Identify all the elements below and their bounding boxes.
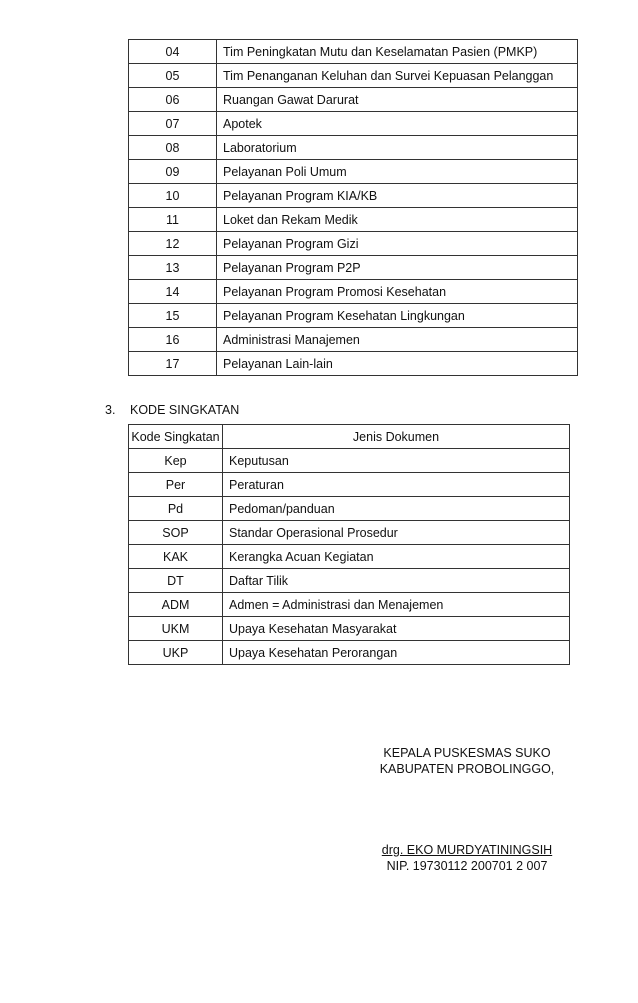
cell-doc: Upaya Kesehatan Perorangan (223, 641, 570, 665)
table-row (129, 40, 578, 64)
cell-name: Pelayanan Program KIA/KB (217, 184, 578, 208)
table-row (129, 64, 578, 88)
cell-code: Per (129, 473, 223, 497)
cell-doc: Kerangka Acuan Kegiatan (223, 545, 570, 569)
table-row (129, 497, 570, 521)
table-row (129, 232, 578, 256)
signatory-nip: NIP. 19730112 200701 2 007 (386, 859, 548, 873)
cell-doc: Keputusan (223, 449, 570, 473)
cell-doc: Standar Operasional Prosedur (223, 521, 570, 545)
cell-code: 11 (129, 208, 217, 232)
cell-code: 09 (129, 160, 217, 184)
cell-code: 05 (129, 64, 217, 88)
table-row (129, 352, 578, 376)
table-header-row (129, 425, 570, 449)
cell-doc: Daftar Tilik (223, 569, 570, 593)
table-row (129, 160, 578, 184)
table-row (129, 449, 570, 473)
signature-title-line-1: KEPALA PUSKESMAS SUKO (383, 746, 551, 760)
table-row (129, 208, 578, 232)
section-title: KODE SINGKATAN (130, 403, 240, 417)
cell-name: Pelayanan Program Kesehatan Lingkungan (217, 304, 578, 328)
cell-doc: Pedoman/panduan (223, 497, 570, 521)
cell-name: Pelayanan Program Gizi (217, 232, 578, 256)
cell-code: 08 (129, 136, 217, 160)
header-jenis-dokumen: Jenis Dokumen (223, 425, 570, 449)
abbreviation-code-table (128, 424, 570, 665)
cell-name: Pelayanan Program Promosi Kesehatan (217, 280, 578, 304)
table-row (129, 112, 578, 136)
table-row (129, 136, 578, 160)
cell-code: 14 (129, 280, 217, 304)
cell-code: 10 (129, 184, 217, 208)
table-row (129, 328, 578, 352)
table-row (129, 304, 578, 328)
table-row (129, 545, 570, 569)
cell-name: Laboratorium (217, 136, 578, 160)
table-row (129, 184, 578, 208)
cell-code: Pd (129, 497, 223, 521)
signatory-block (372, 842, 562, 874)
cell-code: 16 (129, 328, 217, 352)
cell-doc: Peraturan (223, 473, 570, 497)
cell-name: Tim Peningkatan Mutu dan Keselamatan Pasien (PMKP) (217, 40, 578, 64)
table-row (129, 280, 578, 304)
unit-code-table (128, 39, 578, 376)
cell-code: DT (129, 569, 223, 593)
cell-name: Administrasi Manajemen (217, 328, 578, 352)
section-number: 3. (105, 403, 116, 417)
abbreviation-code-table-body (129, 425, 570, 665)
table-row (129, 88, 578, 112)
cell-name: Apotek (217, 112, 578, 136)
cell-code: 17 (129, 352, 217, 376)
cell-code: UKM (129, 617, 223, 641)
cell-code: ADM (129, 593, 223, 617)
signatory-name: drg. EKO MURDYATININGSIH (381, 843, 553, 857)
cell-name: Loket dan Rekam Medik (217, 208, 578, 232)
cell-name: Tim Penanganan Keluhan dan Survei Kepuasan Pelanggan (217, 64, 578, 88)
cell-code: KAK (129, 545, 223, 569)
header-kode-singkatan: Kode Singkatan (129, 425, 223, 449)
cell-name: Pelayanan Lain-lain (217, 352, 578, 376)
signature-title-line-2: KABUPATEN PROBOLINGGO, (379, 762, 555, 776)
cell-name: Pelayanan Poli Umum (217, 160, 578, 184)
table-row (129, 617, 570, 641)
unit-code-table-body (129, 40, 578, 376)
cell-code: 12 (129, 232, 217, 256)
cell-doc: Upaya Kesehatan Masyarakat (223, 617, 570, 641)
cell-doc: Admen = Administrasi dan Menajemen (223, 593, 570, 617)
cell-code: SOP (129, 521, 223, 545)
section-3-heading (105, 403, 239, 417)
signature-title-block (372, 745, 562, 777)
cell-code: 06 (129, 88, 217, 112)
cell-code: Kep (129, 449, 223, 473)
cell-code: 15 (129, 304, 217, 328)
cell-code: 04 (129, 40, 217, 64)
cell-name: Ruangan Gawat Darurat (217, 88, 578, 112)
table-row (129, 521, 570, 545)
table-row (129, 256, 578, 280)
cell-code: 07 (129, 112, 217, 136)
cell-code: 13 (129, 256, 217, 280)
cell-name: Pelayanan Program P2P (217, 256, 578, 280)
cell-code: UKP (129, 641, 223, 665)
table-row (129, 569, 570, 593)
table-row (129, 473, 570, 497)
table-row (129, 593, 570, 617)
table-row (129, 641, 570, 665)
